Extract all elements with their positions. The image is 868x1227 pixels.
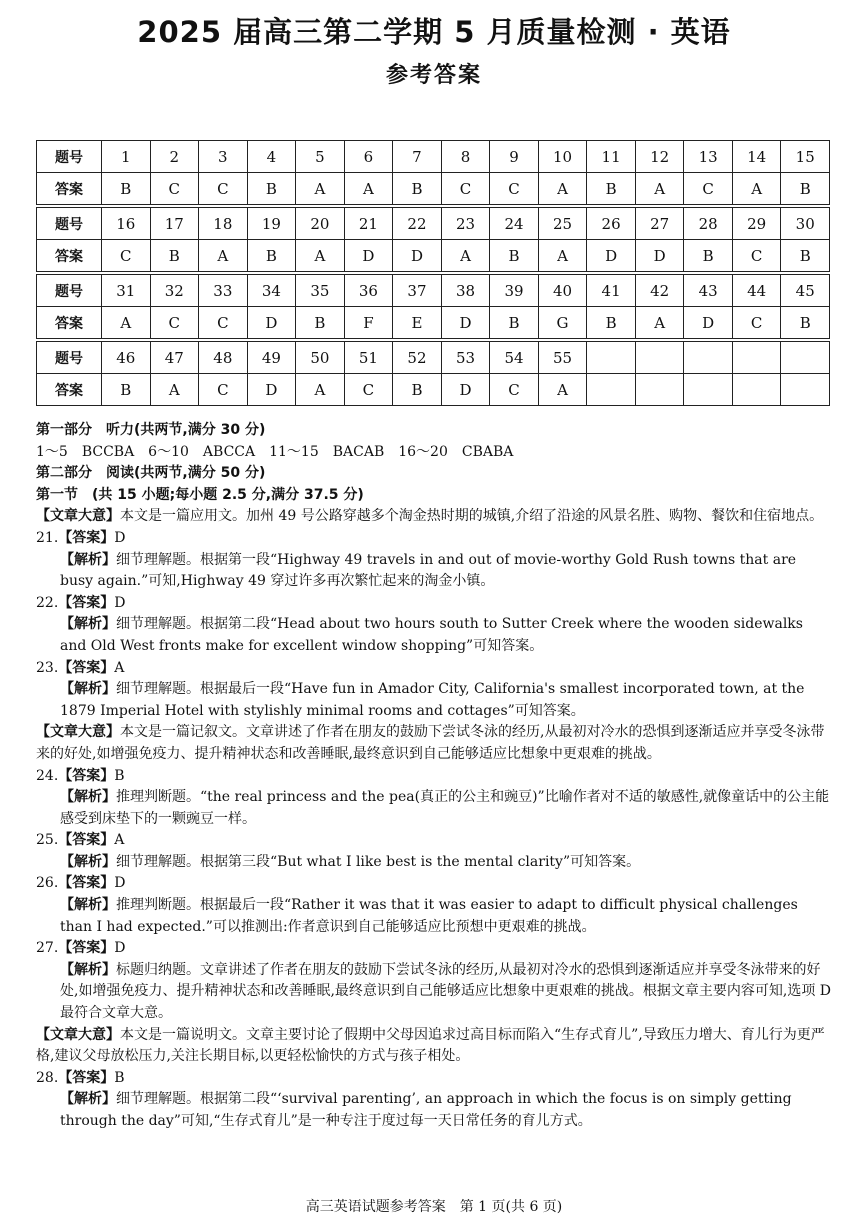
question-number-cell: 33 [199, 275, 248, 307]
question-number-cell: 32 [150, 275, 199, 307]
answer-letter-cell: A [199, 240, 248, 272]
answer-letter-cell: A [538, 240, 587, 272]
answer-table [36, 140, 830, 406]
answer-letter-cell: B [684, 240, 733, 272]
part2-heading: 第二部分 阅读(共两节,满分 50 分) [36, 465, 266, 482]
part1-answers: 1～5 BCCBA 6～10 ABCCA 11～15 BACAB 16～20 CBABA [36, 443, 514, 460]
answer-letter-cell: D [635, 240, 684, 272]
row-label-number: 题号 [37, 141, 102, 173]
answer-letter-cell: G [538, 307, 587, 339]
row-label-answer: 答案 [37, 307, 102, 339]
answer-letter-cell: B [296, 307, 345, 339]
question-number-cell: 43 [684, 275, 733, 307]
table-row [37, 173, 830, 205]
answer-letter-cell: B [587, 307, 636, 339]
question-number-cell: 9 [490, 141, 539, 173]
answer-letter-cell: B [781, 240, 830, 272]
question-number-cell: 47 [150, 342, 199, 374]
answer-letter-cell: A [344, 173, 393, 205]
q27-answer: 27.【答案】D [36, 940, 126, 957]
answer-letter-cell: C [490, 173, 539, 205]
table-row [37, 307, 830, 339]
answer-letter-cell: A [538, 374, 587, 406]
question-number-cell: 12 [635, 141, 684, 173]
q25-answer: 25.【答案】A [36, 832, 125, 849]
question-number-cell: 52 [393, 342, 442, 374]
answer-letter-cell: B [490, 307, 539, 339]
question-number-cell: 55 [538, 342, 587, 374]
table-row [37, 374, 830, 406]
answer-letter-cell: C [684, 173, 733, 205]
answer-letter-cell: A [296, 374, 345, 406]
question-number-cell [781, 342, 830, 374]
answer-letter-cell: B [150, 240, 199, 272]
q24-answer: 24.【答案】B [36, 767, 125, 784]
answer-letter-cell: A [635, 307, 684, 339]
answer-letter-cell: C [732, 240, 781, 272]
question-number-cell: 30 [781, 208, 830, 240]
answer-letter-cell: C [150, 173, 199, 205]
question-number-cell [635, 342, 684, 374]
answer-letter-cell: B [102, 374, 151, 406]
answer-letter-cell: B [587, 173, 636, 205]
table-row [37, 275, 830, 307]
question-number-cell: 38 [441, 275, 490, 307]
question-number-cell: 24 [490, 208, 539, 240]
q27-analysis: 【解析】标题归纳题。文章讲述了作者在朋友的鼓励下尝试冬泳的经历,从最初对冷水的恐惧到逐渐适应并享受冬泳带来的好处,如增强免疫力、提升精神状态和改善睡眠,最终意识到自己能够适应比想象中更艰难的挑战。根据文章主要内容可知,选项 D 最符合文章大意。 [60, 961, 832, 1022]
question-number-cell: 39 [490, 275, 539, 307]
row-label-answer: 答案 [37, 374, 102, 406]
answer-letter-cell: A [441, 240, 490, 272]
answer-letter-cell: D [587, 240, 636, 272]
row-label-answer: 答案 [37, 240, 102, 272]
answer-letter-cell: C [732, 307, 781, 339]
question-number-cell: 46 [102, 342, 151, 374]
answer-letter-cell: B [781, 307, 830, 339]
answer-letter-cell: C [490, 374, 539, 406]
question-number-cell: 18 [199, 208, 248, 240]
answer-letter-cell: B [781, 173, 830, 205]
question-number-cell: 37 [393, 275, 442, 307]
question-number-cell [587, 342, 636, 374]
question-number-cell: 34 [247, 275, 296, 307]
answer-letter-cell: D [344, 240, 393, 272]
question-number-cell: 45 [781, 275, 830, 307]
answer-content [36, 420, 832, 1133]
question-number-cell: 42 [635, 275, 684, 307]
q22-analysis: 【解析】细节理解题。根据第二段“Head about two hours south to Sutter Creek where the wooden sidewalks and Old West fronts make for excellent window shopping”可知答案。 [60, 616, 803, 654]
row-label-number: 题号 [37, 208, 102, 240]
question-number-cell: 10 [538, 141, 587, 173]
row-label-answer: 答案 [37, 173, 102, 205]
question-number-cell: 1 [102, 141, 151, 173]
question-number-cell: 49 [247, 342, 296, 374]
question-number-cell: 41 [587, 275, 636, 307]
summary-3: 【文章大意】本文是一篇说明文。文章主要讨论了假期中父母因追求过高目标而陷入“生存式育儿”,导致压力增大、育儿行为更严格,建议父母放松压力,关注长期目标,以更轻松愉快的方式与孩子相处。 [36, 1026, 825, 1065]
question-number-cell: 40 [538, 275, 587, 307]
q26-answer: 26.【答案】D [36, 875, 126, 892]
question-number-cell: 13 [684, 141, 733, 173]
question-number-cell: 2 [150, 141, 199, 173]
answer-letter-cell: C [102, 240, 151, 272]
answer-letter-cell [635, 374, 684, 406]
question-number-cell: 35 [296, 275, 345, 307]
question-number-cell: 19 [247, 208, 296, 240]
page-title: 2025 届高三第二学期 5 月质量检测 · 英语 [137, 15, 731, 49]
question-number-cell: 36 [344, 275, 393, 307]
summary-2: 【文章大意】本文是一篇记叙文。文章讲述了作者在朋友的鼓励下尝试冬泳的经历,从最初对冷水的恐惧到逐渐适应并享受冬泳带来的好处,如增强免疫力、提升精神状态和改善睡眠,最终意识到自己能够适应比想象中更艰难的挑战。 [36, 724, 825, 762]
answer-letter-cell: D [393, 240, 442, 272]
question-number-cell: 29 [732, 208, 781, 240]
answer-letter-cell: D [247, 307, 296, 339]
answer-letter-cell [781, 374, 830, 406]
page-footer: 高三英语试题参考答案 第 1 页(共 6 页) [305, 1199, 563, 1215]
q25-analysis: 【解析】细节理解题。根据第三段“But what I like best is the mental clarity”可知答案。 [60, 853, 641, 870]
question-number-cell: 31 [102, 275, 151, 307]
q21-analysis: 【解析】细节理解题。根据第一段“Highway 49 travels in and out of movie-worthy Gold Rush towns that are busy again.”可知,Highway 49 穿过许多再次繁忙起来的淘金小镇。 [60, 551, 797, 590]
answer-letter-cell: C [199, 173, 248, 205]
question-number-cell: 6 [344, 141, 393, 173]
question-number-cell: 7 [393, 141, 442, 173]
question-number-cell: 22 [393, 208, 442, 240]
q23-analysis: 【解析】细节理解题。根据最后一段“Have fun in Amador City, California's smallest incorporated town, at the 1879 Imperial Hotel with stylishly minimal rooms and cottages”可知答案。 [60, 681, 805, 719]
page-subtitle: 参考答案 [385, 63, 482, 88]
q21-answer: 21.【答案】D [36, 529, 126, 546]
answer-letter-cell: C [199, 307, 248, 339]
answer-letter-cell: A [296, 173, 345, 205]
answer-letter-cell: C [344, 374, 393, 406]
question-number-cell: 25 [538, 208, 587, 240]
row-label-number: 题号 [37, 275, 102, 307]
q26-analysis: 【解析】推理判断题。根据最后一段“Rather it was that it was easier to adapt to difficult physical challenges than I had expected.”可以推测出:作者意识到自己能够适应比预想中更艰难的挑战。 [60, 897, 798, 935]
answer-letter-cell: A [732, 173, 781, 205]
question-number-cell: 5 [296, 141, 345, 173]
answer-letter-cell: D [441, 307, 490, 339]
answer-letter-cell [587, 374, 636, 406]
q28-analysis: 【解析】细节理解题。根据第二段“‘survival parenting’, an approach in which the focus is on simply getting through the day”可知,“生存式育儿”是一种专注于度过每一天日常任务的育儿方式。 [60, 1091, 792, 1129]
answer-letter-cell [684, 374, 733, 406]
answer-letter-cell: A [538, 173, 587, 205]
answer-letter-cell: B [247, 240, 296, 272]
question-number-cell: 20 [296, 208, 345, 240]
table-row [37, 240, 830, 272]
answer-letter-cell: D [247, 374, 296, 406]
question-number-cell: 3 [199, 141, 248, 173]
question-number-cell: 26 [587, 208, 636, 240]
question-number-cell: 11 [587, 141, 636, 173]
question-number-cell: 54 [490, 342, 539, 374]
question-number-cell: 14 [732, 141, 781, 173]
question-number-cell: 4 [247, 141, 296, 173]
answer-letter-cell: C [441, 173, 490, 205]
answer-letter-cell: A [296, 240, 345, 272]
answer-letter-cell: B [102, 173, 151, 205]
question-number-cell: 51 [344, 342, 393, 374]
table-row [37, 141, 830, 173]
table-row [37, 208, 830, 240]
part1-heading: 第一部分 听力(共两节,满分 30 分) [36, 422, 266, 438]
question-number-cell: 53 [441, 342, 490, 374]
answer-letter-cell: C [150, 307, 199, 339]
q23-answer: 23.【答案】A [36, 659, 125, 676]
q22-answer: 22.【答案】D [36, 594, 126, 611]
answer-letter-cell: E [393, 307, 442, 339]
table-row [37, 342, 830, 374]
question-number-cell: 44 [732, 275, 781, 307]
answer-letter-cell: F [344, 307, 393, 339]
q24-analysis: 【解析】推理判断题。“the real princess and the pea(真正的公主和豌豆)”比喻作者对不适的敏感性,就像童话中的公主能感受到床垫下的一颗豌豆一样。 [60, 789, 830, 827]
section1-heading: 第一节 (共 15 小题;每小题 2.5 分,满分 37.5 分) [36, 486, 364, 503]
question-number-cell: 21 [344, 208, 393, 240]
answer-letter-cell: A [102, 307, 151, 339]
question-number-cell: 16 [102, 208, 151, 240]
answer-letter-cell: B [393, 173, 442, 205]
answer-letter-cell: A [635, 173, 684, 205]
row-label-number: 题号 [37, 342, 102, 374]
answer-letter-cell: B [490, 240, 539, 272]
answer-letter-cell: B [247, 173, 296, 205]
question-number-cell [732, 342, 781, 374]
answer-letter-cell: D [684, 307, 733, 339]
answer-letter-cell: B [393, 374, 442, 406]
question-number-cell: 50 [296, 342, 345, 374]
summary-1: 【文章大意】本文是一篇应用文。加州 49 号公路穿越多个淘金热时期的城镇,介绍了沿途的风景名胜、购物、餐饮和住宿地点。 [36, 508, 824, 525]
answer-letter-cell: C [199, 374, 248, 406]
question-number-cell [684, 342, 733, 374]
question-number-cell: 23 [441, 208, 490, 240]
question-number-cell: 17 [150, 208, 199, 240]
question-number-cell: 15 [781, 141, 830, 173]
question-number-cell: 48 [199, 342, 248, 374]
question-number-cell: 8 [441, 141, 490, 173]
q28-answer: 28.【答案】B [36, 1069, 125, 1086]
answer-letter-cell: D [441, 374, 490, 406]
question-number-cell: 28 [684, 208, 733, 240]
answer-letter-cell [732, 374, 781, 406]
question-number-cell: 27 [635, 208, 684, 240]
answer-letter-cell: A [150, 374, 199, 406]
summary-label: 【文章大意】 [36, 508, 120, 525]
